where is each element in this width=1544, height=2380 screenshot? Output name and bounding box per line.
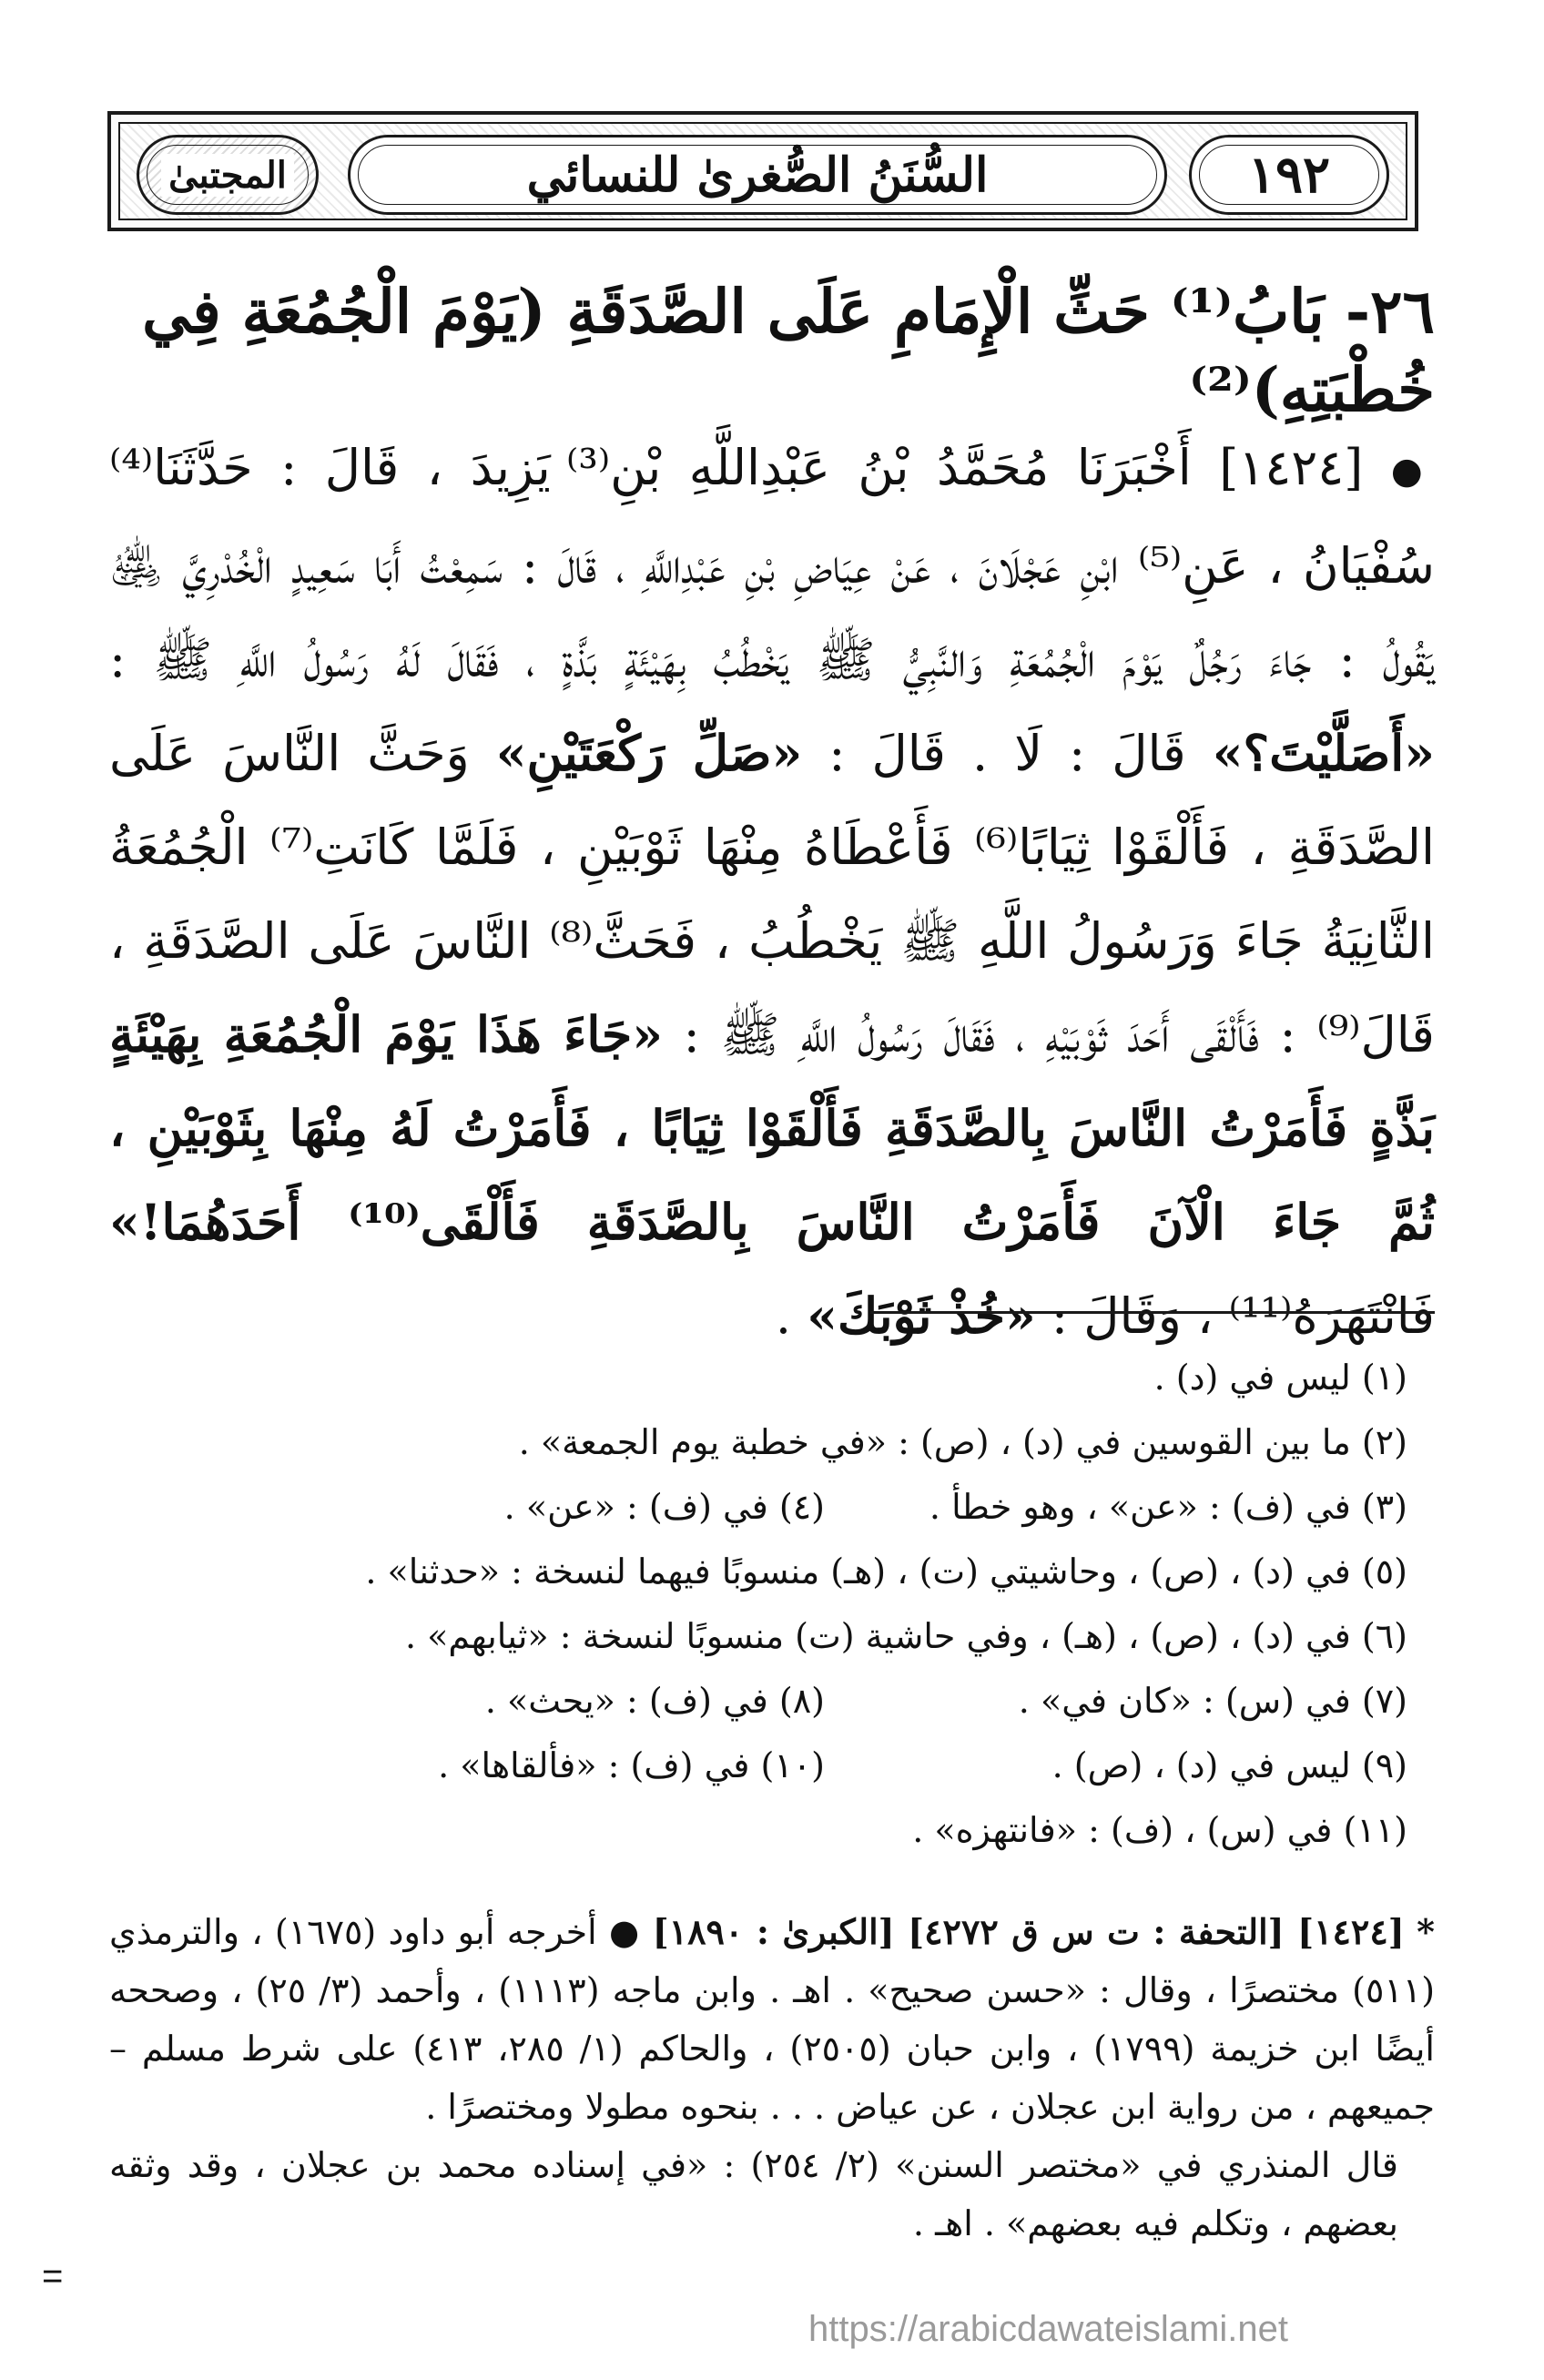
footnote-1: (١) ليس في (د) . bbox=[1153, 1358, 1407, 1398]
page-number-cartouche bbox=[1189, 135, 1389, 215]
footnote-3: (٣) في (ف) : «عن» ، وهو خطأ . bbox=[929, 1487, 1407, 1527]
footnote-row-9-10 bbox=[109, 1734, 1407, 1798]
takhrij-section bbox=[109, 1903, 1435, 2253]
watermark-url: https://arabicdawateislami.net bbox=[808, 2309, 1288, 2349]
hadith-quote-1: «أَصَلَّيْتَ؟» bbox=[1212, 723, 1435, 782]
hadith-text-3: وَحَثَّ النَّاسَ عَلَى الصَّدَقَةِ ، فَأَلْقَوْا ثِيَابًا⁽⁶⁾ فَأَعْطَاهُ مِنْهَا ثَوْبَيْنِ ، فَلَمَّا كَانَتِ⁽⁷⁾ الْجُمُعَةُ الثَّانِيَةُ جَاءَ وَرَسُولُ اللَّهِ ﷺ يَخْطُبُ ، فَحَثَّ⁽⁸⁾ النَّاسَ عَلَى الصَّدَقَةِ ، قَالَ⁽⁹⁾ : فَأَلْقَى أَحَدَ ثَوْبَيْهِ ، فَقَالَ رَسُولُ اللَّهِ ﷺ : bbox=[109, 724, 1435, 1063]
footnote-4: (٤) في (ف) : «عن» . bbox=[503, 1487, 825, 1527]
hadith-text-4: فَانْتَهَرَهُ⁽¹¹⁾ ، وَقَالَ : bbox=[1051, 1287, 1435, 1345]
page-header bbox=[107, 111, 1418, 231]
header-badge: المجتبىٰ bbox=[161, 154, 294, 197]
book-title: السُّنَنُ الصُّغرىٰ للنسائي bbox=[526, 147, 989, 203]
footnote-8: (٨) في (ف) : «يحث» . bbox=[484, 1681, 825, 1721]
footnote-row-7-8 bbox=[109, 1669, 1407, 1734]
bullet-icon: ● bbox=[608, 1912, 641, 1952]
hadith-number: [١٤٢٤] bbox=[1219, 439, 1364, 496]
footnote-separator bbox=[870, 1311, 1435, 1314]
footnote-5: (٥) في (د) ، (ص) ، وحاشيتي (ت) ، (هـ) منسوبًا فيهما لنسخة : «حدثنا» . bbox=[365, 1551, 1407, 1592]
star-icon: * bbox=[1417, 1911, 1435, 1952]
takhrij-paragraph-1 bbox=[109, 1903, 1435, 2136]
chapter-heading: ٢٦- بَابُ⁽¹⁾ حَثِّ الْإِمَامِ عَلَى الصَّدَقَةِ (يَوْمَ الْجُمُعَةِ فِي خُطْبَتِهِ)⁽²⁾ bbox=[142, 276, 1435, 425]
header-title-cartouche bbox=[348, 135, 1167, 215]
takhrij-reference: [١٤٢٤] [التحفة : ت س ق ٤٢٧٢] [الكبرىٰ : ١٨٩٠] bbox=[652, 1911, 1405, 1952]
hadith-isnad: أَخْبَرَنَا مُحَمَّدُ بْنُ عَبْدِاللَّهِ بْنِ⁽³⁾ يَزِيدَ ، قَالَ : حَدَّثَنَا⁽⁴⁾ سُفْيَانُ ، عَنِ⁽⁵⁾ ابْنِ عَجْلَانَ ، عَنْ عِيَاضِ بْنِ عَبْدِاللَّهِ ، قَالَ : سَمِعْتُ أَبَا سَعِيدٍ الْخُدْرِيَّ ﵁ يَقُولُ : جَاءَ رَجُلٌ يَوْمَ الْجُمُعَةِ وَالنَّبِيُّ ﷺ يَخْطُبُ بِهَيْئَةٍ بَذَّةٍ ، فَقَالَ لَهُ رَسُولُ اللَّهِ ﷺ : bbox=[109, 439, 1435, 688]
footnote-9: (٩) ليس في (د) ، (ص) . bbox=[1051, 1745, 1407, 1785]
hadith-end: . bbox=[775, 1287, 792, 1345]
takhrij-paragraph-2: قال المنذري في «مختصر السنن» (٢/ ٢٥٤) : «في إسناده محمد بن عجلان ، وقد وثقه بعضهم ، وتكلم فيه بعضهم» . اهـ . bbox=[109, 2145, 1398, 2243]
footnote-2: (٢) ما بين القوسين في (د) ، (ص) : «في خطبة يوم الجمعة» . bbox=[518, 1422, 1407, 1462]
takhrij-text-1: أخرجه أبو داود (١٦٧٥) ، والترمذي (٥١١) مختصرًا ، وقال : «حسن صحيح» . اهـ . وابن ماجه (١١١٣) ، وأحمد (٣/ ٢٥) ، وصححه أيضًا ابن خزيمة (١٧٩٩) ، وابن حبان (٢٥٠٥) ، والحاكم (١/ ٢٨٥، ٤١٣) على شرط مسلم – جميعهم ، من رواية ابن عجلان ، عن عياض . . . بنحوه مطولا ومختصرًا . bbox=[109, 1912, 1436, 2127]
page-number: ١٩٢ bbox=[1247, 145, 1331, 205]
hadith-quote-3: «جَاءَ هَذَا يَوْمَ الْجُمُعَةِ بِهَيْئَةٍ بَذَّةٍ فَأَمَرْتُ النَّاسَ بِالصَّدَقَةِ فَأَلْقَوْا ثِيَابًا ، فَأَمَرْتُ لَهُ مِنْهَا بِثَوْبَيْنِ ، ثُمَّ جَاءَ الْآنَ فَأَمَرْتُ النَّاسَ بِالصَّدَقَةِ فَأَلْقَى⁽¹⁰⁾ أَحَدَهُمَا!» bbox=[109, 1004, 1435, 1251]
footnote-10: (١٠) في (ف) : «فألقاها» . bbox=[438, 1745, 825, 1785]
footnote-7: (٧) في (س) : «كان في» . bbox=[1018, 1681, 1407, 1721]
footnote-11: (١١) في (س) ، (ف) : «فانتهزه» . bbox=[912, 1810, 1407, 1850]
footnote-row-3-4 bbox=[109, 1475, 1407, 1540]
footnote-6: (٦) في (د) ، (ص) ، (هـ) ، وفي حاشية (ت) منسوبًا لنسخة : «ثيابهم» . bbox=[405, 1616, 1407, 1656]
hadith-text bbox=[109, 421, 1435, 1363]
bullet-icon: ● bbox=[1390, 450, 1436, 493]
hadith-quote-2: «صَلِّ رَكْعَتَيْنِ» bbox=[495, 723, 803, 782]
margin-mark: = bbox=[42, 2256, 64, 2296]
hadith-text-2: قَالَ : لَا . قَالَ : bbox=[828, 724, 1186, 782]
hadith-quote-4: «خُذْ ثَوْبَكَ» bbox=[807, 1286, 1036, 1345]
footnotes bbox=[109, 1346, 1407, 1863]
header-ornament bbox=[118, 122, 1407, 220]
header-badge-cartouche bbox=[137, 135, 319, 215]
